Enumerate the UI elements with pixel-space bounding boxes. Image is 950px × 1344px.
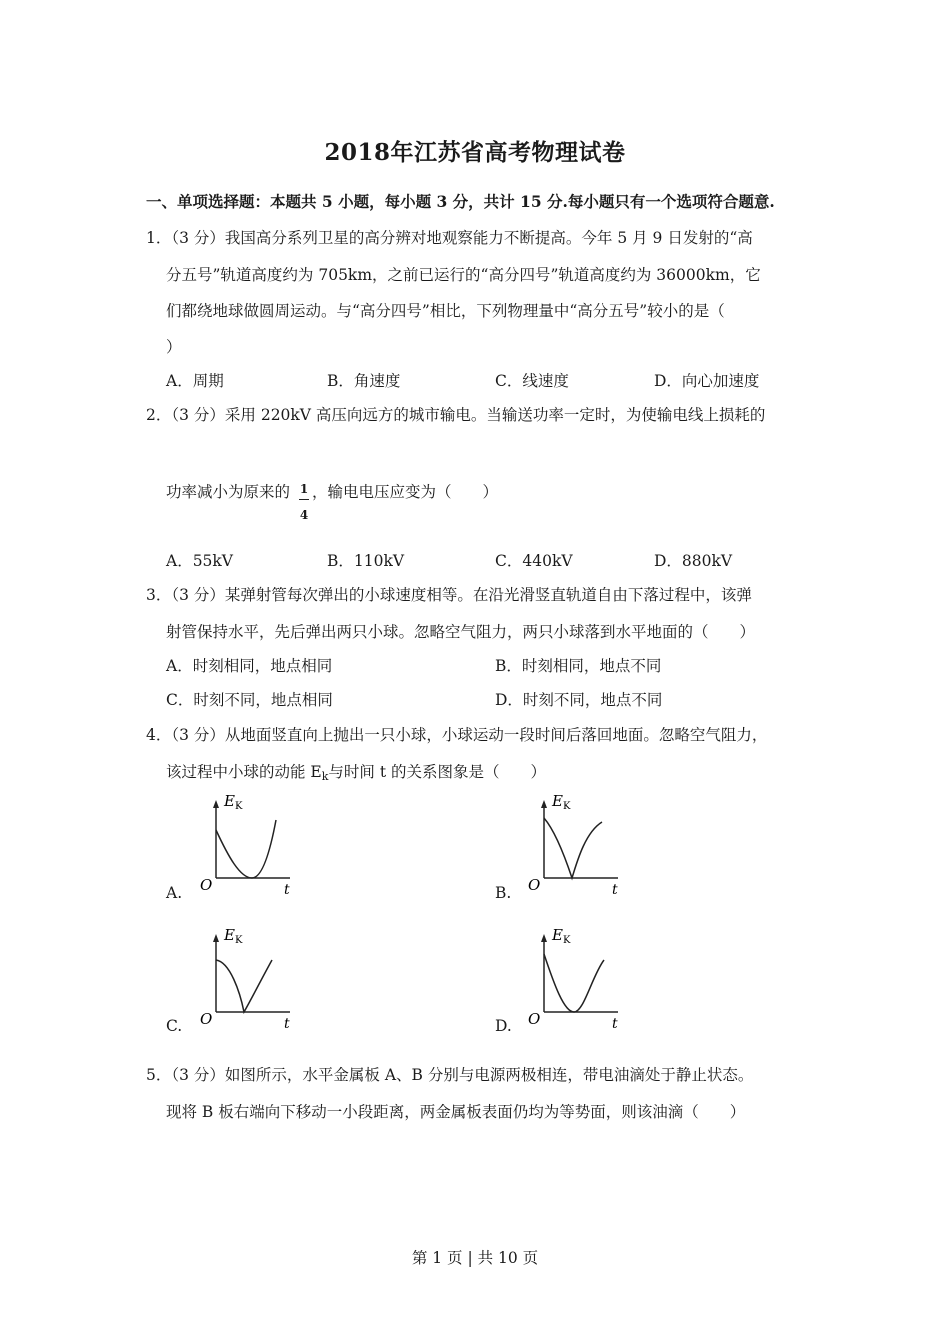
q4-line-2: [166, 760, 546, 783]
page-title: 2018年江苏省高考物理试卷: [324, 139, 626, 166]
q4-option-b: B.: [495, 884, 512, 902]
q5-line-1: 5．（3 分）如图所示，水平金属板 A、B 分别与电源两极相连，带电油滴处于静止状态。: [146, 1066, 754, 1084]
q4-ek-subscript: k: [321, 770, 329, 783]
graph-b: [520, 792, 632, 898]
graph-a-y-arrow: [213, 800, 219, 808]
q4-option-a: A.: [166, 884, 183, 902]
page-footer: 第 1 页 | 共 10 页: [411, 1249, 539, 1267]
section-heading: 一、单项选择题：本题共 5 小题，每小题 3 分，共计 15 分.每小题只有一个选项符合题意.: [146, 192, 775, 211]
q3-line-1: 3．（3 分）某弹射管每次弹出的小球速度相等。在沿光滑竖直轨道自由下落过程中，该弹: [146, 586, 752, 604]
q2-line-2-end: ，输电电压应变为（ ）: [312, 483, 499, 501]
q2-option-a: A．55kV: [166, 552, 234, 570]
q2-option-c: C．440kV: [495, 552, 573, 570]
q4-option-c: C.: [166, 1017, 183, 1035]
graph-b-curve: [544, 818, 602, 878]
graph-b-x-label: t: [612, 882, 618, 898]
q1-option-c: C．线速度: [495, 372, 569, 390]
q4-option-d: D.: [495, 1017, 512, 1035]
q2-option-d: D．880kV: [654, 552, 733, 570]
q4-line-1: 4．（3 分）从地面竖直向上抛出一只小球，小球运动一段时间后落回地面。忽略空气阻力，: [146, 726, 768, 744]
q3-line-2: 射管保持水平，先后弹出两只小球。忽略空气阻力，两只小球落到水平地面的（ ）: [166, 623, 756, 641]
q1-option-d: D．向心加速度: [654, 372, 760, 390]
q1-line-3: 们都绕地球做圆周运动。与“高分四号”相比，下列物理量中“高分五号”较小的是（: [166, 302, 725, 320]
graph-c-curve: [216, 960, 272, 1012]
graph-c-y-arrow: [213, 934, 219, 942]
q1-option-a: A．周期: [166, 372, 224, 390]
fraction-bar: [299, 499, 309, 500]
q2-option-b: B．110kV: [327, 552, 405, 570]
q1-line-4: ）: [166, 338, 182, 356]
q3-option-b: B．时刻相同，地点不同: [495, 657, 662, 675]
graph-b-y-label: $E_K$: [552, 792, 571, 812]
graph-b-y-arrow: [541, 800, 547, 808]
graph-d-y-arrow: [541, 934, 547, 942]
q3-option-d: D．时刻不同，地点不同: [495, 691, 663, 709]
graph-a-origin: O: [200, 876, 213, 894]
graph-c-x-label: t: [284, 1016, 290, 1032]
graph-d-origin: O: [528, 1010, 541, 1028]
q3-option-c: C．时刻不同，地点相同: [166, 691, 333, 709]
fraction-denominator: 4: [299, 508, 309, 522]
q4-line-2-start: 该过程中小球的动能 E: [166, 763, 322, 781]
q1-line-2: 分五号”轨道高度约为 705km，之前已运行的“高分四号”轨道高度约为 36000km，它: [166, 266, 761, 284]
graph-d-x-label: t: [612, 1016, 618, 1032]
graph-a-curve: [216, 820, 276, 878]
graph-a: [192, 792, 304, 898]
graph-d-y-label: $E_K$: [552, 926, 571, 946]
graph-c: [192, 926, 304, 1032]
graph-b-origin: O: [528, 876, 541, 894]
graph-a-y-label: $E_K$: [224, 792, 243, 812]
graph-a-x-label: t: [284, 882, 290, 898]
q1-option-b: B．角速度: [327, 372, 401, 390]
graph-c-y-label: $E_K$: [224, 926, 243, 946]
fraction-numerator: 1: [299, 482, 309, 496]
q3-option-a: A．时刻相同，地点相同: [166, 657, 333, 675]
graph-c-origin: O: [200, 1010, 213, 1028]
q1-line-1: 1．（3 分）我国高分系列卫星的高分辨对地观察能力不断提高。今年 5 月 9 日发射的“高: [146, 229, 753, 247]
q2-line-1: 2．（3 分）采用 220kV 高压向远方的城市输电。当输送功率一定时，为使输电线上损耗的: [146, 406, 766, 424]
graph-d-curve: [544, 954, 604, 1012]
q4-line-2-end: 与时间 t 的关系图象是（ ）: [328, 763, 547, 781]
q5-line-2: 现将 B 板右端向下移动一小段距离，两金属板表面仍均为等势面，则该油滴（ ）: [166, 1103, 746, 1121]
q2-line-2-start: 功率减小为原来的: [166, 483, 291, 501]
graph-d: [520, 926, 632, 1032]
